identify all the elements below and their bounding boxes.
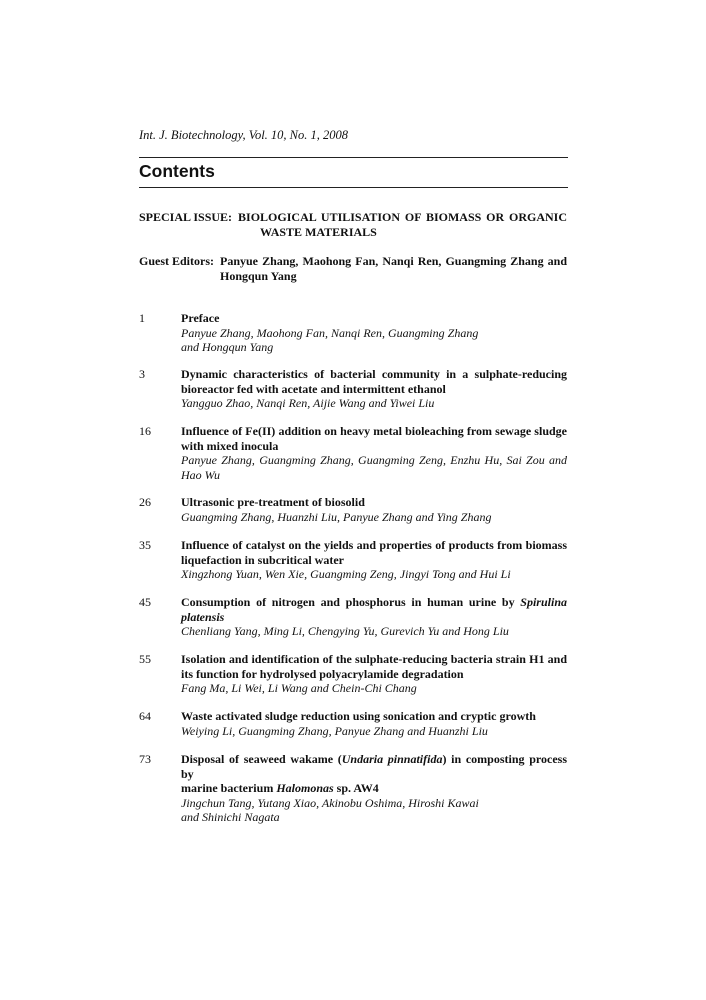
article-title-part: ) in composting process by [181,752,567,781]
guest-editors-line: Hongqun Yang [220,269,297,283]
page-title: Contents [139,161,215,181]
article-title[interactable] [181,610,567,625]
toc-entry[interactable] [139,367,567,411]
toc-entry[interactable] [139,752,567,825]
article-title[interactable] [181,781,567,796]
article-authors: Jingchun Tang, Yutang Xiao, Akinobu Oshima, Hiroshi Kawai [181,795,479,810]
article-title[interactable]: Influence of Fe(II) addition on heavy metal bioleaching from sewage sludge [181,424,567,438]
bottom-rule [139,187,568,188]
special-issue-label: SPECIAL ISSUE: [139,210,239,224]
top-rule [139,157,568,158]
page-number: 73 [139,752,151,766]
article-title[interactable]: with mixed inocula [181,438,279,453]
toc-entry[interactable] [139,424,567,482]
guest-editors-line: Panyue Zhang, Maohong Fan, Nanqi Ren, Guangming Zhang and [220,254,567,268]
article-title[interactable]: Waste activated sludge reduction using sonication and cryptic growth [181,709,536,723]
article-authors: Yangguo Zhao, Nanqi Ren, Aijie Wang and Yiwei Liu [181,396,435,410]
article-title[interactable]: Isolation and identification of the sulphate-reducing bacteria strain H1 and [181,652,567,666]
page-number: 3 [139,367,145,381]
article-title[interactable] [181,595,567,610]
article-authors: Chenliang Yang, Ming Li, Chengying Yu, Gurevich Yu and Hong Liu [181,624,509,638]
article-authors: Panyue Zhang, Maohong Fan, Nanqi Ren, Guangming Zhang [181,325,479,340]
article-title[interactable]: bioreactor fed with acetate and intermittent ethanol [181,381,446,396]
page-number: 16 [139,424,151,438]
toc-entry[interactable] [139,311,567,355]
article-authors: Fang Ma, Li Wei, Li Wang and Chein-Chi Chang [181,681,417,695]
article-authors: Xingzhong Yuan, Wen Xie, Guangming Zeng, Jingyi Tong and Hui Li [181,567,511,581]
page-number: 64 [139,709,151,723]
article-title[interactable]: Influence of catalyst on the yields and properties of products from biomass [181,538,567,552]
article-title-part: marine bacterium [181,781,277,795]
toc-entry[interactable] [139,595,567,639]
toc-entry[interactable] [139,495,567,524]
article-authors: Guangming Zhang, Huanzhi Liu, Panyue Zhang and Ying Zhang [181,509,492,524]
article-authors: Hao Wu [181,467,220,482]
toc-entry[interactable] [139,652,567,696]
article-authors: and Shinichi Nagata [181,810,280,824]
article-title[interactable]: liquefaction in subcritical water [181,552,344,567]
special-issue-line: WASTE MATERIALS [260,225,377,239]
article-title[interactable]: Preface [181,311,220,325]
article-authors: Panyue Zhang, Guangming Zhang, Guangming Zeng, Enzhu Hu, Sai Zou and [181,453,567,467]
article-title-part: Consumption of nitrogen and phosphorus in human urine by [181,595,521,609]
article-authors: Weiying Li, Guangming Zhang, Panyue Zhang and Huanzhi Liu [181,723,488,738]
article-title-italic: Halomonas [276,781,334,795]
special-issue [139,210,567,240]
journal-citation: Int. J. Biotechnology, Vol. 10, No. 1, 2008 [139,128,349,142]
toc-entry[interactable] [139,709,567,738]
page-number: 35 [139,538,151,552]
page-number: 1 [139,311,145,325]
article-title-part: sp. AW4 [333,781,379,795]
article-authors: and Hongqun Yang [181,340,274,354]
article-title[interactable] [181,752,567,781]
article-title[interactable]: its function for hydrolysed polyacrylamide degradation [181,666,464,681]
article-title-italic: Spirulina [520,595,567,609]
article-title-italic: Undaria pinnatifida [341,752,443,766]
guest-editors-label: Guest Editors: [139,254,220,268]
article-title[interactable]: Dynamic characteristics of bacterial community in a sulphate-reducing [181,367,567,381]
special-issue-line: BIOLOGICAL UTILISATION OF BIOMASS OR ORGANIC [238,210,567,224]
article-title-italic: platensis [181,609,225,624]
page-number: 55 [139,652,151,666]
page-number: 45 [139,595,151,609]
page-number: 26 [139,495,151,509]
article-title-part: Disposal of seaweed wakame ( [181,752,342,766]
toc-entry[interactable] [139,538,567,582]
article-title[interactable]: Ultrasonic pre-treatment of biosolid [181,495,365,509]
guest-editors [139,254,567,284]
